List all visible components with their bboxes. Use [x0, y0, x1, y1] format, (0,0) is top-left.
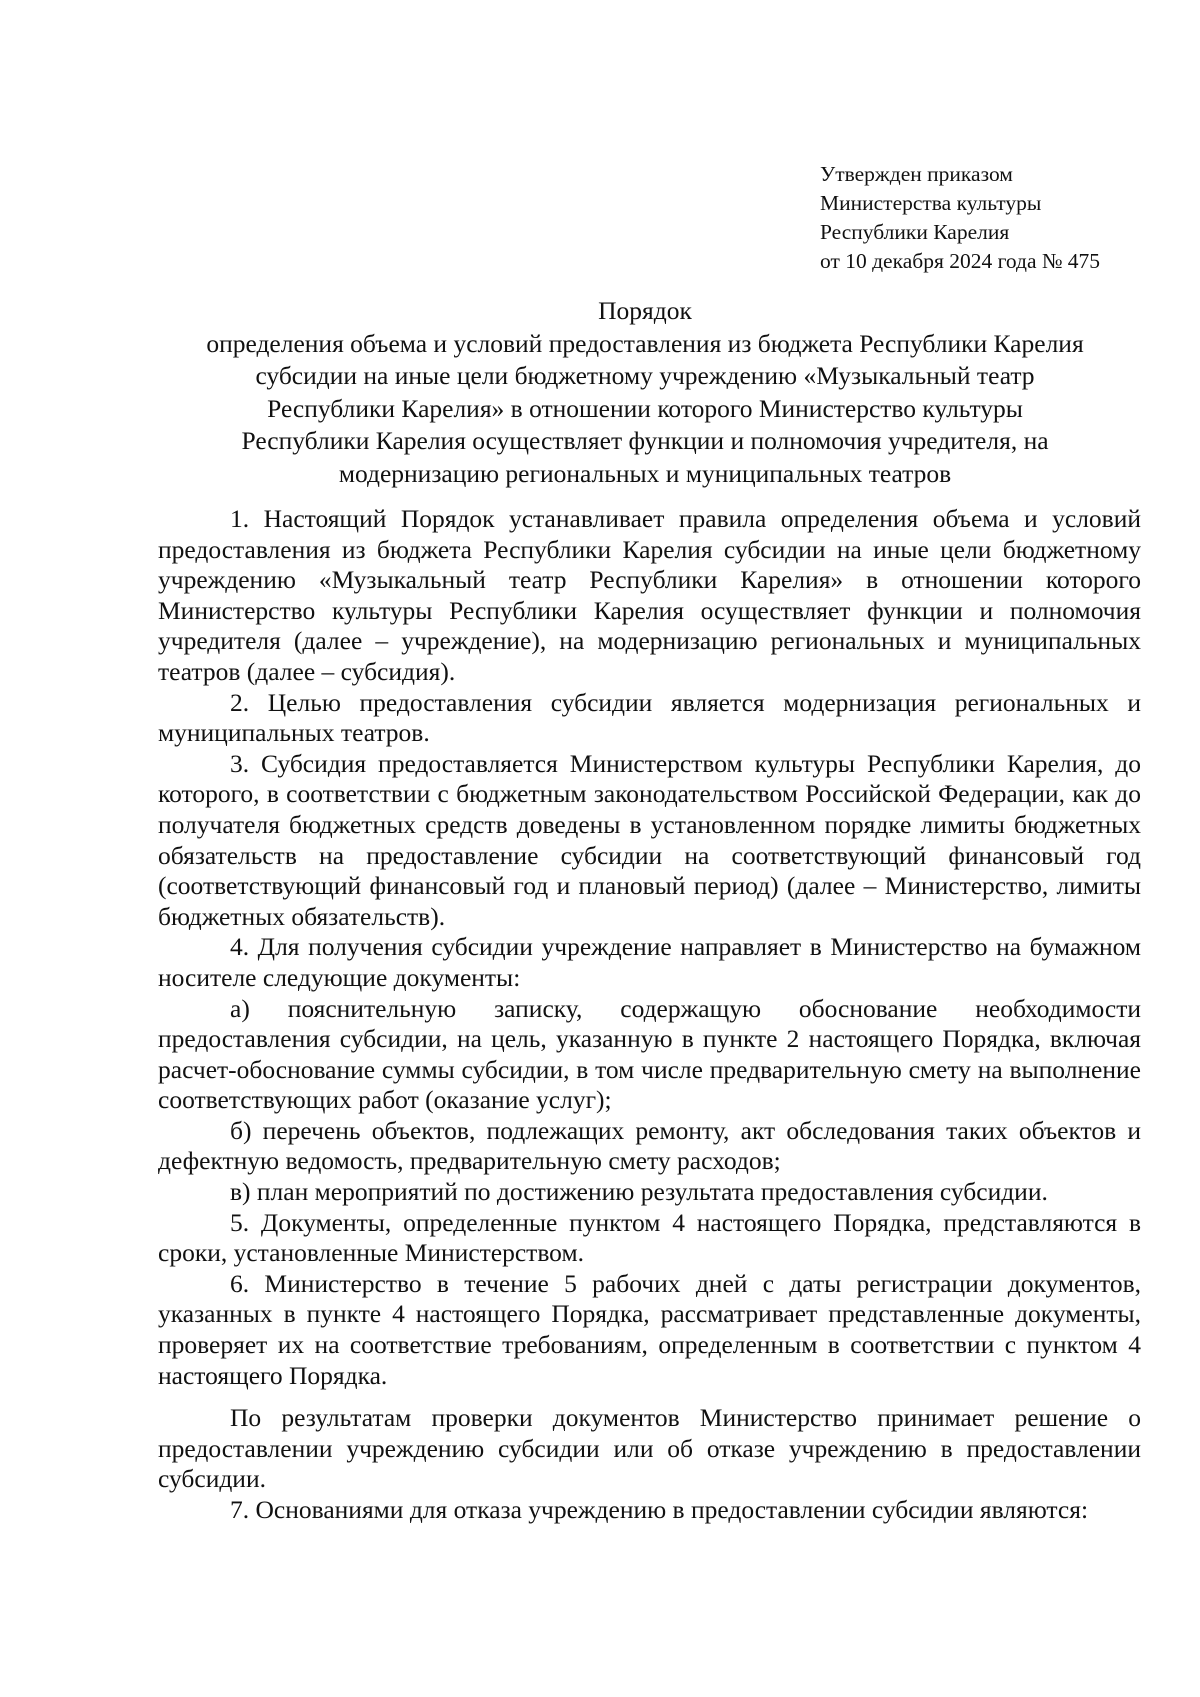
paragraph-1: 1. Настоящий Порядок устанавливает правила определения объема и условий предоставления из бюджета Республики Карелия субсидии на иные цели бюджетному учреждению «Музыкальный театр Республики Карелия» в отношении которого Министерство культуры Республики Карелия осуществляет функции и полномочия учредителя (далее – учреждение), на модернизацию региональных и муниципальных театров (далее – субсидия).	[158, 504, 1141, 686]
approval-line: Утвержден приказом	[820, 162, 1013, 186]
document-title	[150, 295, 1140, 491]
paragraph-4b: б) перечень объектов, подлежащих ремонту, акт обследования таких объектов и дефектную ведомость, предварительную смету расходов;	[158, 1115, 1141, 1176]
title-line: Республики Карелия» в отношении которого Министерство культуры	[267, 393, 1023, 423]
paragraph-2: 2. Целью предоставления субсидии является модернизация региональных и муниципальных театров.	[158, 687, 1141, 748]
paragraph-5: 5. Документы, определенные пунктом 4 настоящего Порядка, представляются в сроки, установленные Министерством.	[158, 1207, 1141, 1268]
paragraph-7: 7. Основаниями для отказа учреждению в предоставлении субсидии являются:	[230, 1495, 1089, 1524]
paragraph-6-result: По результатам проверки документов Министерство принимает решение о предоставлении учреждению субсидии или об отказе учреждению в предоставлении субсидии.	[158, 1403, 1141, 1494]
approval-stamp	[820, 160, 1100, 276]
title-line: определения объема и условий предоставления из бюджета Республики Карелия	[206, 328, 1084, 358]
paragraph-4: 4. Для получения субсидии учреждение направляет в Министерство на бумажном носителе следующие документы:	[158, 932, 1141, 992]
paragraph-4c: в) план мероприятий по достижению результата предоставления субсидии.	[230, 1177, 1048, 1207]
document-body	[158, 504, 1141, 1526]
approval-line: от 10 декабря 2024 года № 475	[820, 249, 1100, 273]
approval-line: Министерства культуры	[820, 191, 1042, 215]
title-line: Республики Карелия осуществляет функции и полномочия учредителя, на	[241, 426, 1049, 456]
paragraph-3: 3. Субсидия предоставляется Министерством культуры Республики Карелия, до которого, в соответствии с бюджетным законодательством Российской Федерации, как до получателя бюджетных средств доведены в установленном порядке лимиты бюджетных обязательств на предоставление субсидии на соответствующий финансовый год (соответствующий финансовый год и плановый период) (далее – Министерство, лимиты бюджетных обязательств).	[158, 748, 1141, 931]
approval-line: Республики Карелия	[820, 220, 1010, 244]
paragraph-4a: а) пояснительную записку, содержащую обоснование необходимости предоставления субсидии, на цель, указанную в пункте 2 настоящего Порядка, включая расчет-обоснование суммы субсидии, в том числе предварительную смету на выполнение соответствующих работ (оказание услуг);	[158, 993, 1141, 1115]
paragraph-6: 6. Министерство в течение 5 рабочих дней с даты регистрации документов, указанных в пункте 4 настоящего Порядка, рассматривает представленные документы, проверяет их на соответствие требованиям, определенным в соответствии с пунктом 4 настоящего Порядка.	[158, 1268, 1141, 1390]
title-line: модернизацию региональных и муниципальных театров	[338, 458, 952, 488]
title-heading: Порядок	[598, 296, 692, 325]
title-line: субсидии на иные цели бюджетному учреждению «Музыкальный театр	[255, 361, 1035, 391]
